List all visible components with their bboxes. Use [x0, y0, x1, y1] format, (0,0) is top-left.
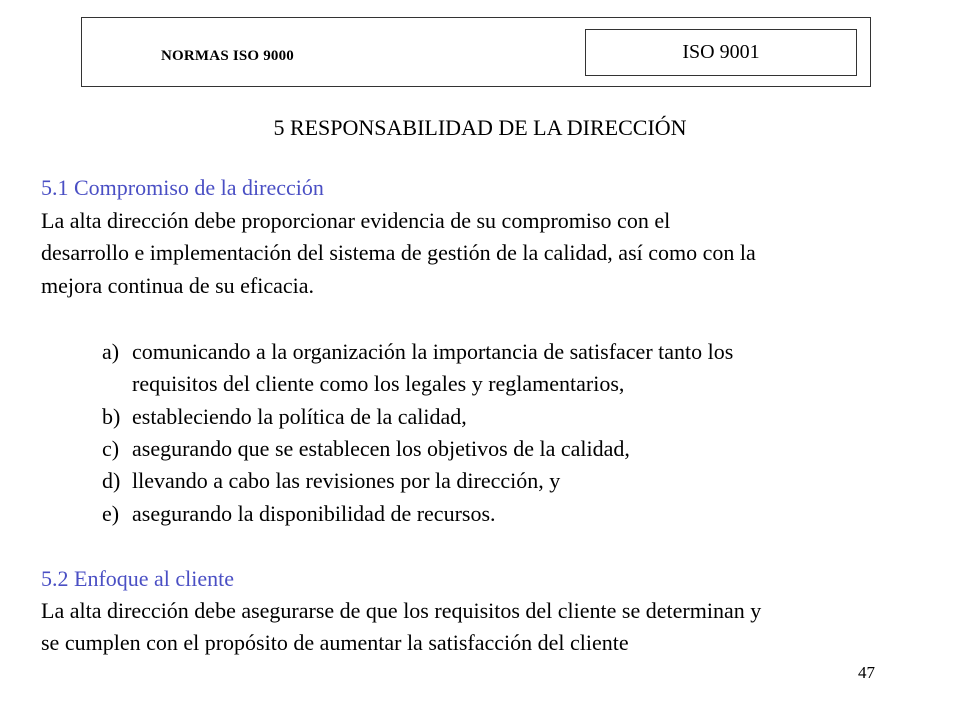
header-iso-label: ISO 9001: [682, 41, 760, 63]
list-item-text: asegurando que se establecen los objetivos de la calidad,: [132, 436, 630, 461]
list-marker: c): [102, 436, 120, 461]
list-item-a-continuation: requisitos del cliente como los legales y reglamentarios,: [132, 371, 625, 396]
section-5-2-heading: 5.2 Enfoque al cliente: [41, 566, 235, 591]
section-5-2-paragraph-line: La alta dirección debe asegurarse de que los requisitos del cliente se determinan y: [41, 598, 762, 623]
list-item-text: estableciendo la política de la calidad,: [132, 404, 467, 429]
section-5-1-paragraph-line: mejora continua de su eficacia.: [41, 273, 315, 298]
list-item-text: asegurando la disponibilidad de recursos.: [132, 501, 496, 526]
list-marker: a): [102, 339, 120, 364]
list-marker: b): [102, 404, 121, 429]
list-item-d: [102, 467, 560, 495]
section-5-2-paragraph-line: se cumplen con el propósito de aumentar la satisfacción del cliente: [41, 630, 629, 655]
list-marker: d): [102, 468, 121, 493]
section-5-1-paragraph-line: desarrollo e implementación del sistema de gestión de la calidad, así como con la: [41, 240, 756, 265]
header-box: [81, 17, 871, 87]
header-standard-label: NORMAS ISO 9000: [161, 48, 295, 64]
list-item-b: [102, 403, 467, 431]
header-iso-label-box: [585, 29, 857, 76]
list-item-text: llevando a cabo las revisiones por la dirección, y: [132, 468, 561, 493]
page-title: 5 RESPONSABILIDAD DE LA DIRECCIÓN: [273, 115, 687, 140]
list-item-text: comunicando a la organización la importancia de satisfacer tanto los: [132, 339, 734, 364]
list-item-c: [102, 435, 630, 463]
list-marker: e): [102, 501, 120, 526]
list-item-e: [102, 500, 496, 528]
page-number: 47: [858, 663, 875, 682]
section-5-1-paragraph-line: La alta dirección debe proporcionar evidencia de su compromiso con el: [41, 208, 671, 233]
list-item-a: [102, 338, 733, 366]
section-5-1-heading: 5.1 Compromiso de la dirección: [41, 175, 324, 200]
